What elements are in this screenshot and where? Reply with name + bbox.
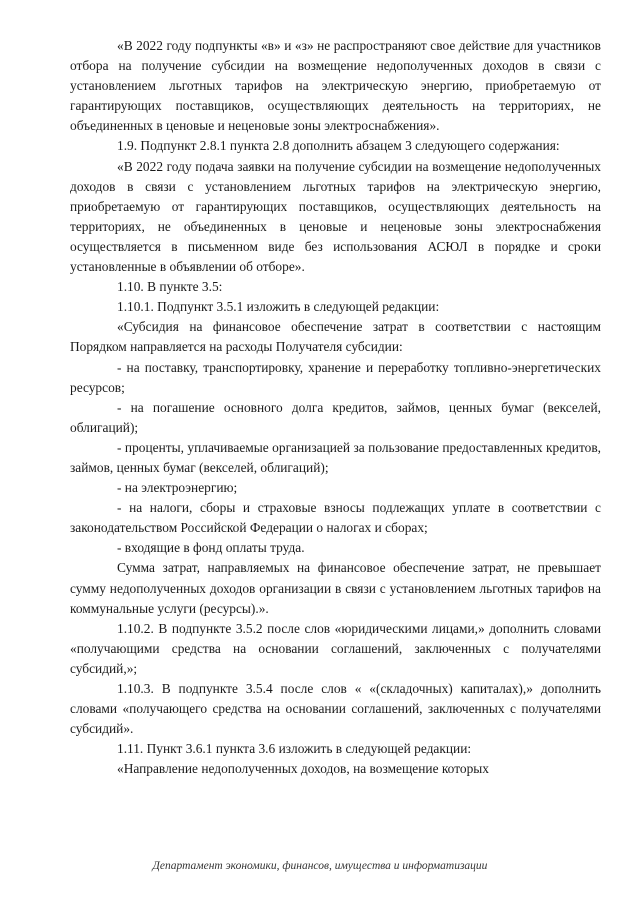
- paragraph: 1.10. В пункте 3.5:: [117, 279, 223, 295]
- paragraph: «Субсидия на финансовое обеспечение затрат в соответствии с настоящим Порядком направляется на расходы Получателя субсидии:: [70, 319, 601, 355]
- paragraph: 1.9. Подпункт 2.8.1 пункта 2.8 дополнить абзацем 3 следующего содержания:: [117, 138, 560, 154]
- document-body: [70, 36, 601, 779]
- paragraph: 1.10.1. Подпункт 3.5.1 изложить в следующей редакции:: [117, 299, 440, 315]
- list-item: - проценты, уплачиваемые организацией за пользование предоставленных кредитов, займов, ценных бумаг (векселей, облигаций);: [70, 439, 601, 475]
- paragraph: 1.10.3. В подпункте 3.5.4 после слов « «(складочных) капиталах),» дополнить словами «получающего средства на основании соглашений, заключенных с получателями субсидий».: [70, 681, 601, 737]
- paragraph: 1.11. Пункт 3.6.1 пункта 3.6 изложить в следующей редакции:: [117, 741, 472, 757]
- page-footer: Департамент экономики, финансов, имущества и информатизации: [152, 860, 488, 872]
- paragraph: Сумма затрат, направляемых на финансовое обеспечение затрат, не превышает сумму недополученных доходов организации в связи с установлением льготных тарифов на коммунальные услуги (ресурсы).».: [70, 560, 601, 616]
- paragraph: «В 2022 году подача заявки на получение субсидии на возмещение недополученных доходов в связи с установлением льготных тарифов на электрическую энергию, приобретаемую от гарантирующих поставщиков, осуществляющих деятельность на территориях, не объединенных в ценовые и неценовые зоны электроснабжения осуществляется в письменном виде без использования АСЮЛ в порядке и сроки установленные в объявлении об отборе».: [70, 158, 601, 275]
- list-item: - на поставку, транспортировку, хранение и переработку топливно-энергетических ресурсов;: [70, 359, 601, 395]
- paragraph: «Направление недополученных доходов, на возмещение которых: [117, 761, 489, 777]
- list-item: - на погашение основного долга кредитов, займов, ценных бумаг (векселей, облигаций);: [70, 399, 601, 435]
- list-item: - на налоги, сборы и страховые взносы подлежащих уплате в соответствии с законодательством Российской Федерации о налогах и сборах;: [70, 500, 601, 536]
- paragraph: 1.10.2. В подпункте 3.5.2 после слов «юридическими лицами,» дополнить словами «получающими средства на основании соглашений, заключенных с получателями субсидий,»;: [70, 620, 601, 676]
- list-item: - на электроэнергию;: [117, 480, 238, 496]
- list-item: - входящие в фонд оплаты труда.: [117, 540, 305, 556]
- paragraph: «В 2022 году подпункты «в» и «з» не распространяют свое действие для участников отбора на получение субсидии на возмещение недополученных доходов в связи с установлением льготных тарифов на электрическую энергию, приобретаемую от гарантирующих поставщиков, осуществляющих деятельность на территориях, не объединенных в ценовые и неценовые зоны электроснабжения».: [70, 38, 601, 134]
